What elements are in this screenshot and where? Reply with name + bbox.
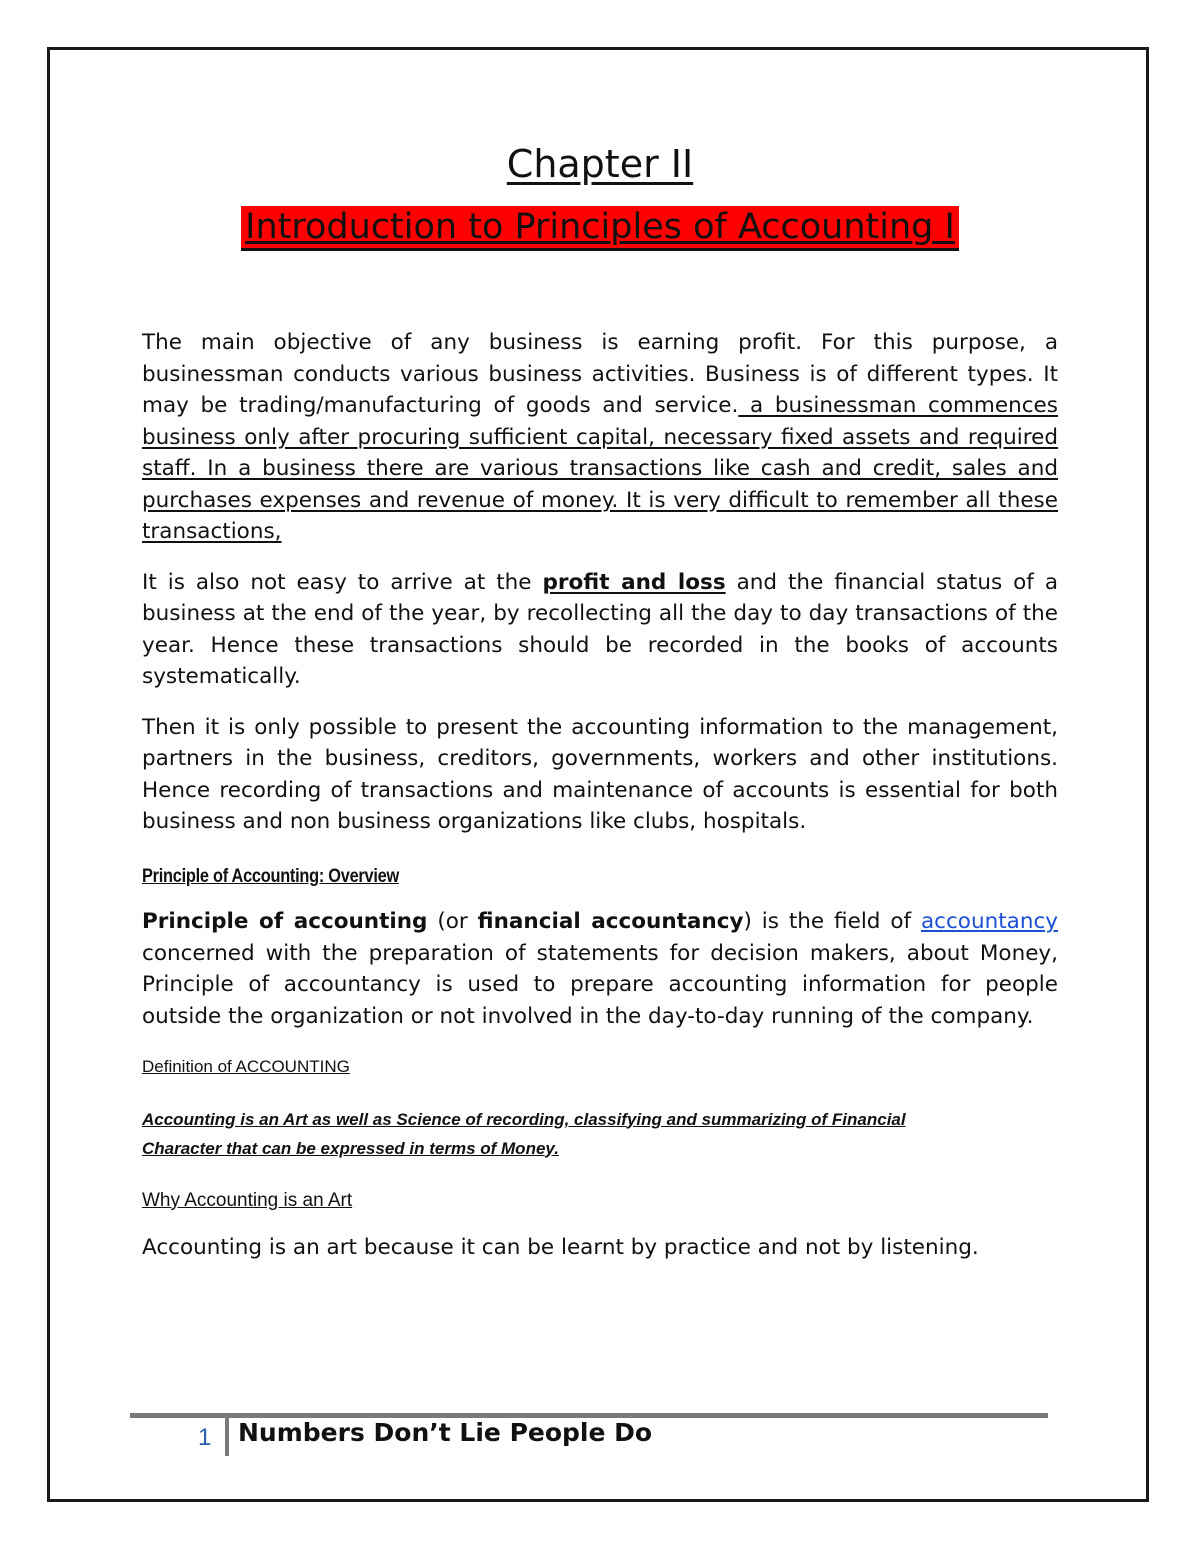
definition-heading: Definition of ACCOUNTING — [142, 1057, 350, 1076]
paragraph-principle — [142, 906, 1058, 1032]
paragraph-profit-after: and the financial status of a business at the end of the year, by recollecting all the day to day transactions of the year. Hence these transactions should be recorded in the books of accounts systematically. — [142, 569, 1058, 689]
chapter-subtitle: Introduction to Principles of Accounting I — [241, 206, 959, 251]
accountancy-link[interactable]: accountancy — [920, 909, 1058, 934]
principle-rest: concerned with the preparation of statements for decision makers, about Money, Principle of accountancy is used to prepare accounting information for people outside the organization or not involved in the day-to-day running of the company. — [142, 940, 1058, 1029]
overview-heading-wrap — [142, 857, 1058, 907]
paragraph-present-info: Then it is only possible to present the accounting information to the management, partners in the business, creditors, governments, workers and other institutions. Hence recording of transactions and maintenance of accounts is essential for both business and non business organizations like clubs, hospitals. — [142, 714, 1058, 834]
paragraph-profit-loss — [142, 567, 1058, 693]
definition-line-1: Accounting is an Art as well as Science of recording, classifying and summarizing of Financial — [142, 1109, 906, 1129]
page-content — [142, 140, 1058, 1283]
definition-text — [142, 1105, 1058, 1163]
paragraph-profit-before: It is also not easy to arrive at the — [142, 569, 543, 595]
subtitle-wrap — [142, 206, 1058, 251]
footer-separator — [225, 1418, 229, 1456]
paragraph-objective-underlined: a businessman commences business only after procuring sufficient capital, necessary fixed assets and required staff. In a business there are various transactions like cash and credit, sales and purchases expenses and revenue of money. It is very difficult to remember all these transactions, — [142, 393, 1058, 544]
overview-heading: Principle of Accounting: Overview — [142, 865, 399, 887]
definition-line-2: Character that can be expressed in terms of Money. — [142, 1138, 559, 1158]
page-number: 1 — [198, 1424, 212, 1451]
financial-accountancy-term: financial accountancy — [477, 909, 744, 934]
paragraph-objective — [142, 327, 1058, 548]
footer-text: Numbers Don’t Lie People Do — [238, 1418, 653, 1447]
paragraph-art: Accounting is an art because it can be learnt by practice and not by listening. — [142, 1235, 979, 1260]
principle-mid2: ) is the field of — [743, 909, 921, 934]
paragraph-objective-plain: The main objective of any business is earning profit. For this purpose, a businessman conducts various business activities. Business is of different types. It may be trading/manufacturing of goods and service. — [142, 330, 1058, 418]
profit-and-loss-term: profit and loss — [542, 569, 726, 595]
chapter-title: Chapter II — [506, 142, 694, 186]
principle-term: Principle of accounting — [142, 909, 428, 934]
principle-mid1: (or — [427, 909, 478, 934]
why-art-heading: Why Accounting is an Art — [142, 1189, 353, 1211]
